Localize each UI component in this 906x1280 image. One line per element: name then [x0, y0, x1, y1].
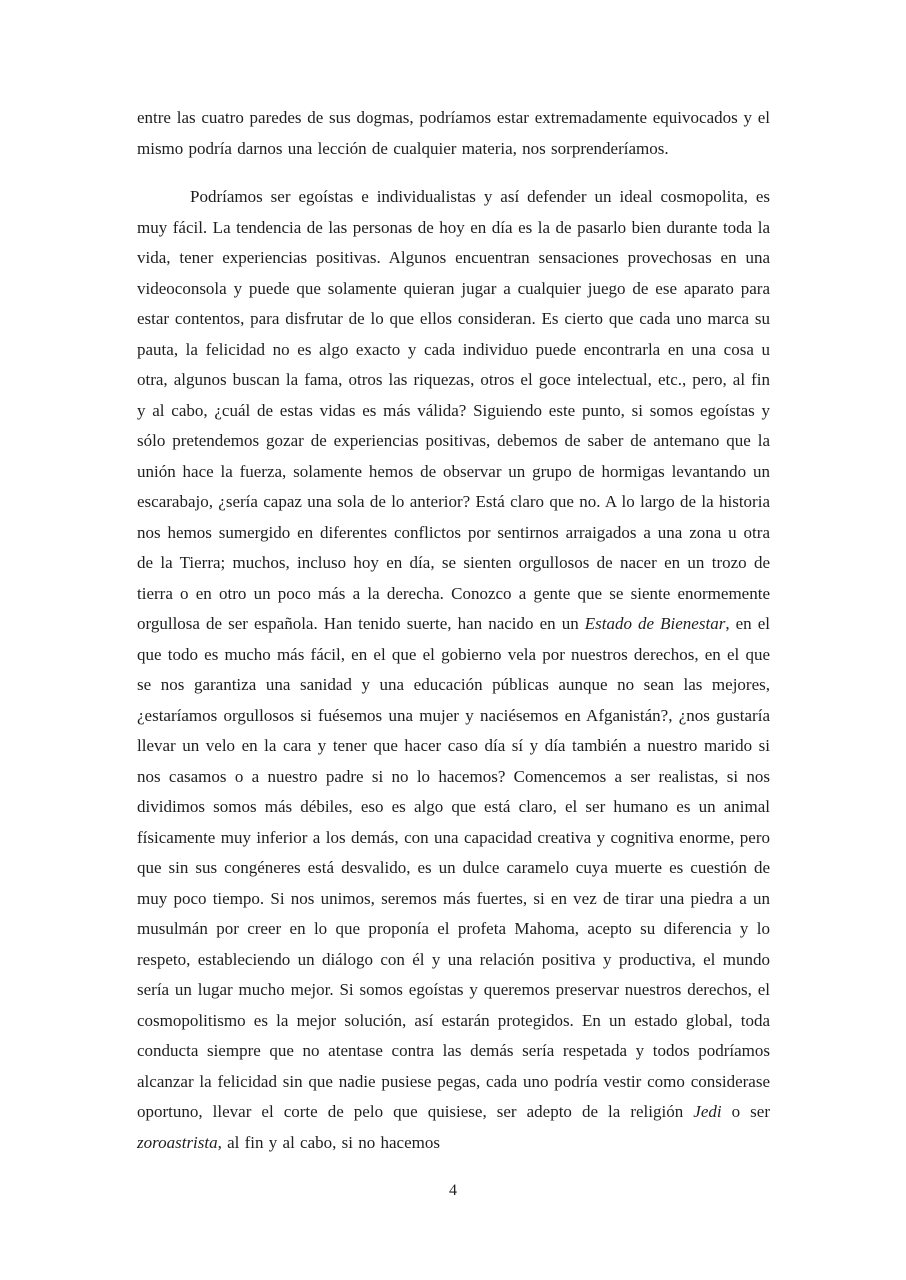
page-number: 4 [449, 1182, 457, 1199]
paragraph [137, 182, 770, 1158]
text-run: , al fin y al cabo, si no hacemos [217, 1132, 440, 1152]
text-run: , en el que todo es mucho más fácil, en el que el gobierno vela por nuestros derechos, en el que se nos garantiza una sanidad y una educación públicas aunque no sean las mejores, ¿estaríamos orgullosos si fuésemos una mujer y naciésemos en Afganistán?, ¿nos gustaría llevar un velo en la cara y tener que hacer caso día sí y día también a nuestro marido si nos casamos o a nuestro padre si no lo hacemos? Comencemos a ser realistas, si nos dividimos somos más débiles, eso es algo que está claro, el ser humano es un animal físicamente muy inferior a los demás, con una capacidad creativa y cognitiva enorme, pero que sin sus congéneres está desvalido, es un dulce caramelo cuya muerte es cuestión de muy poco tiempo. Si nos unimos, seremos más fuertes, si en vez de tirar una piedra a un musulmán por creer en lo que proponía el profeta Mahoma, acepto su diferencia y lo respeto, estableciendo un diálogo con él y una relación positiva y productiva, el mundo sería un lugar mucho mejor. Si somos egoístas y queremos preservar nuestros derechos, el cosmopolitismo es la mejor solución, así estarán protegidos. En un estado global, toda conducta siempre que no atentase contra las demás sería respetada y todos podríamos alcanzar la felicidad sin que nadie pusiese pegas, cada uno podría vestir como considerase oportuno, llevar el corte de pelo que quisiese, ser adepto de la religión [137, 614, 770, 1121]
italic-text-run: zoroastrista [137, 1132, 218, 1152]
text-run: entre las cuatro paredes de sus dogmas, podríamos estar extremadamente equivocados y el mismo podría darnos una lección de cualquier materia, nos sorprenderíamos. [137, 108, 770, 158]
paragraph [137, 103, 770, 164]
text-run: o ser [721, 1102, 771, 1121]
text-body [137, 103, 770, 1158]
italic-text-run: Estado de Bienestar [584, 614, 726, 633]
italic-text-run: Jedi [693, 1102, 722, 1121]
text-run: Podríamos ser egoístas e individualistas y así defender un ideal cosmopolita, es muy fácil. La tendencia de las personas de hoy en día es la de pasarlo bien durante toda la vida, tener experiencias positivas. Algunos encuentran sensaciones provechosas en una videoconsola y puede que solamente quieran jugar a cualquier juego de ese aparato para estar contentos, para disfrutar de lo que ellos consideran. Es cierto que cada uno marca su pauta, la felicidad no es algo exacto y cada individuo puede encontrarla en una cosa u otra, algunos buscan la fama, otros las riquezas, otros el goce intelectual, etc., pero, al fin y al cabo, ¿cuál de estas vidas es más válida? Siguiendo este punto, si somos egoístas y sólo pretendemos gozar de experiencias positivas, debemos de saber de antemano que la unión hace la fuerza, solamente hemos de observar un grupo de hormigas levantando un escarabajo, ¿sería capaz una sola de lo anterior? Está claro que no. A lo largo de la historia nos hemos sumergido en diferentes conflictos por sentirnos arraigados a una zona u otra de la Tierra; muchos, incluso hoy en día, se sienten orgullosos de nacer en un trozo de tierra o en otro un poco más a la derecha. Conozco a gente que se siente enormemente orgullosa de ser española. Han tenido suerte, han nacido en un [137, 187, 770, 633]
